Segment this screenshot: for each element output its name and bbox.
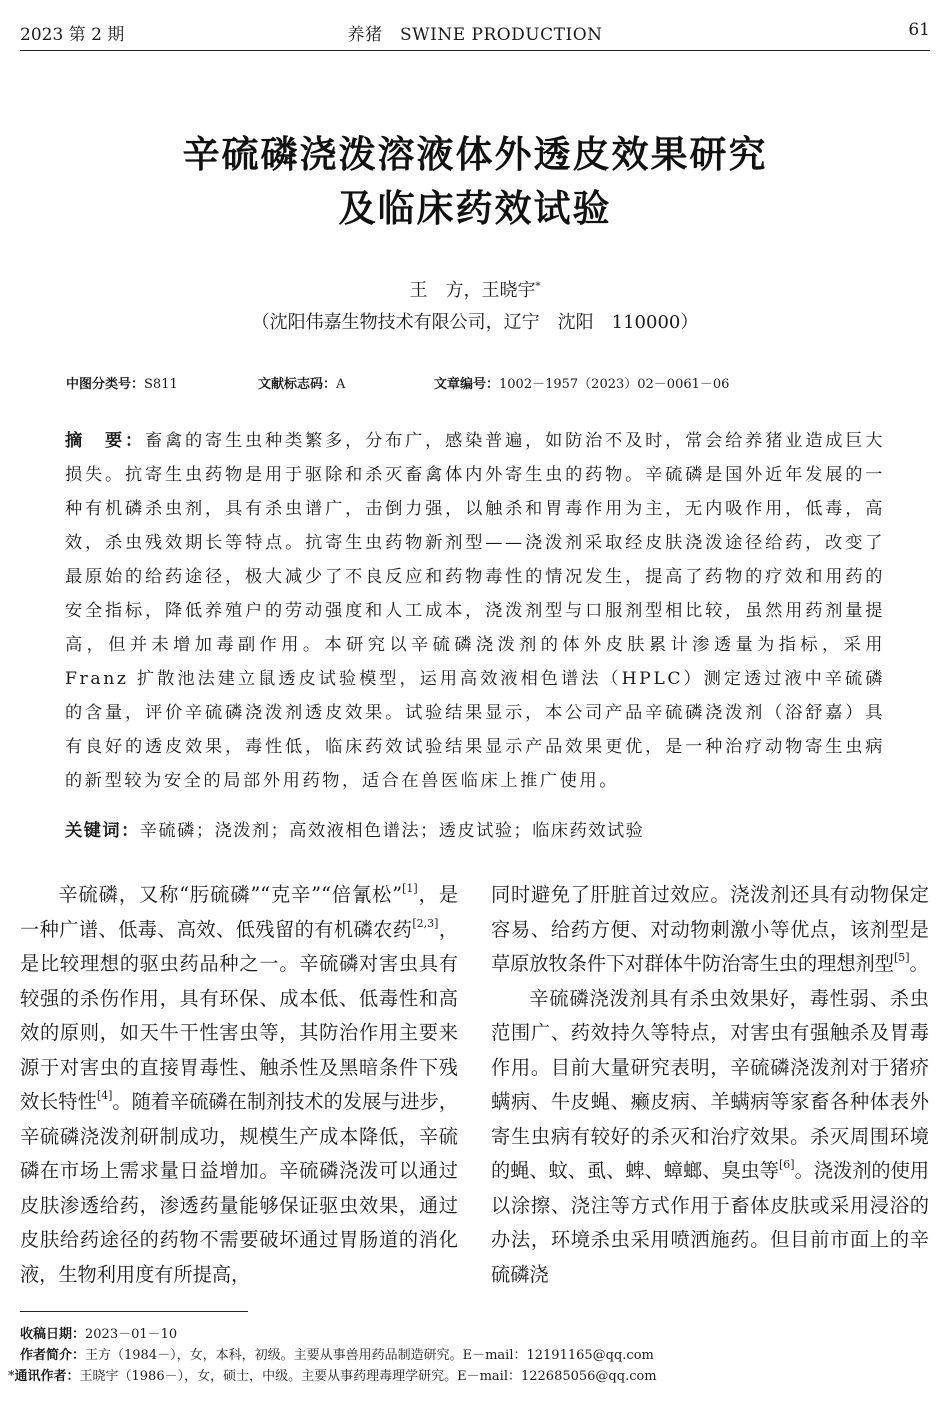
issue-number: 2023 第 2 期: [20, 25, 125, 45]
title-line-2: 及临床药效试验: [338, 187, 612, 230]
body-paragraph-1-continued: 同时避免了肝脏首过效应。浇泼剂还具有动物保定容易、给药方便、对动物刺激小等优点，该剂型是草原放牧条件下对群体牛防治寄生虫的理想剂型[5]。: [491, 883, 929, 975]
author-names: 王 方，王晓宇: [409, 280, 536, 301]
corresponding-mark: *: [535, 281, 541, 292]
clc-number: 中图分类号：S811: [66, 377, 178, 392]
body-column-left: [20, 878, 458, 1292]
abstract: [65, 424, 885, 798]
citation: [1]: [402, 882, 418, 895]
citation: [2,3]: [412, 916, 439, 930]
citation: [5]: [893, 951, 910, 964]
page-number: 61: [908, 20, 930, 40]
keywords-label: 关键词：: [65, 821, 140, 841]
abstract-text: 畜禽的寄生虫种类繁多，分布广，感染普遍，如防治不及时，常会给养猪业造成巨大损失。抗寄生虫药物是用于驱除和杀灭畜禽体内外寄生虫的药物。辛硫磷是国外近年发展的一种有机磷杀虫剂，具有杀虫谱广，击倒力强，以触杀和胃毒作用为主，无内吸作用，低毒，高效，杀虫残效期长等特点。抗寄生虫药物新剂型——浇泼剂采取经皮肤浇泼途径给药，改变了最原始的给药途径，极大减少了不良反应和药物毒性的情况发生，提高了药物的疗效和用药的安全指标，降低养殖户的劳动强度和人工成本，浇泼剂型与口服剂型相比较，虽然用药剂量提高，但并未增加毒副作用。本研究以辛硫磷浇泼剂的体外皮肤累计渗透量为指标，采用 Franz 扩散池法建立鼠透皮试验模型，运用高效液相色谱法（HPLC）测定透过液中辛硫磷的含量，评价辛硫磷浇泼剂透皮效果。试验结果显示，本公司产品辛硫磷浇泼剂（浴舒嘉）具有良好的透皮效果，毒性低，临床药效试验结果显示产品效果更优，是一种治疗动物寄生虫病的新型较为安全的局部外用药物，适合在兽医临床上推广使用。: [65, 431, 886, 791]
body-paragraph-1: 辛硫磷，又称“肟硫磷”“克辛”“倍氰松”[1]，是一种广谱、低毒、高效、低残留的有机磷农药[2,3]，是比较理想的驱虫药品种之一。辛硫磷对害虫具有较强的杀伤作用，具有环保、成本低、低毒性和高效的原则，如天牛干性害虫等，其防治作用主要来源于对害虫的直接胃毒性、触杀性及黑暗条件下残效长特性[4]。随着辛硫磷在制剂技术的发展与进步，辛硫磷浇泼剂研制成功，规模生产成本降低，辛硫磷在市场上需求量日益增加。辛硫磷浇泼可以通过皮肤渗透给药，渗透药量能够保证驱虫效果，通过皮肤给药途径的药物不需要破坏通过胃肠道的消化液，生物利用度有所提高，: [20, 882, 459, 1286]
keywords: [65, 814, 885, 848]
affiliation: （沈阳伟嘉生物技术有限公司，辽宁 沈阳 110000）: [251, 312, 699, 333]
citation: [6]: [779, 1158, 795, 1171]
running-header: [20, 18, 930, 46]
article-number: 文章编号：1002－1957（2023）02－0061－06: [434, 377, 730, 392]
classification-info: [66, 373, 890, 393]
footnote-author: 作者简介：王方（1984－），女，本科，初级。主要从事兽用药品制造研究。E－mail：12191165@qq.com: [20, 1348, 654, 1363]
author-list: [0, 276, 950, 302]
article-title: [0, 128, 950, 236]
keywords-text: 辛硫磷；浇泼剂；高效液相色谱法；透皮试验；临床药效试验: [139, 821, 645, 841]
header-divider: [20, 50, 930, 51]
abstract-label: 摘 要：: [65, 431, 146, 451]
footnote-corresponding: *通讯作者：王晓宇（1986－），女，硕士，中级。主要从事药理毒理学研究。E－mail：122685056@qq.com: [8, 1369, 657, 1384]
body-column-right: [491, 878, 929, 1292]
document-code: 文献标志码：A: [258, 377, 346, 392]
citation: [4]: [96, 1089, 113, 1102]
body-paragraph-2: 辛硫磷浇泼剂具有杀虫效果好，毒性弱、杀虫范围广、药效持久等特点，对害虫有强触杀及胃毒作用。目前大量研究表明，辛硫磷浇泼剂对于猪疥螨病、牛皮蝇、癞皮病、羊螨病等家畜各种体表外寄生虫病有较好的杀灭和治疗效果。杀灭周围环境的蝇、蚊、虱、蜱、蟑螂、臭虫等[6]。浇泼剂的使用以涂擦、浇注等方式作用于畜体皮肤或采用浸浴的办法，环境杀虫采用喷洒施药。但目前市面上的辛硫磷浇: [491, 986, 930, 1286]
footnote-divider: [20, 1311, 248, 1312]
title-line-1: 辛硫磷浇泼溶液体外透皮效果研究: [182, 133, 768, 176]
journal-name: 养猪 SWINE PRODUCTION: [347, 25, 603, 45]
footnote-received: 收稿日期：2023－01－10: [20, 1327, 178, 1342]
